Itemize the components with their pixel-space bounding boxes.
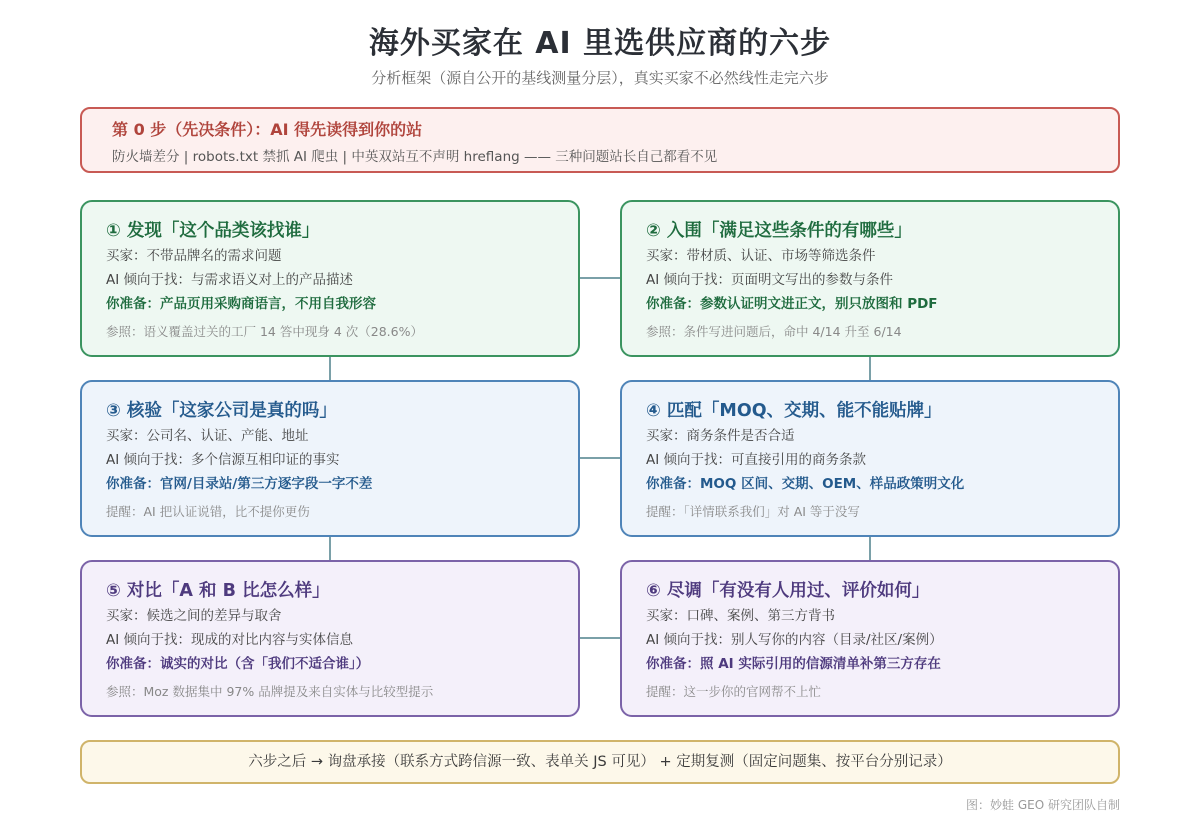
connector-3-5 bbox=[329, 536, 331, 560]
prerequisite-desc: 防火墙差分 | robots.txt 禁抓 AI 爬虫 | 中英双站互不声明 hreflang —— 三种问题站长自己都看不见 bbox=[112, 149, 718, 165]
step-prep: 你准备：参数认证明文进正文，别只放图和 PDF bbox=[646, 296, 938, 312]
step-ai: AI 倾向于找：与需求语义对上的产品描述 bbox=[106, 272, 354, 288]
step-card-3 bbox=[80, 380, 580, 537]
step-buyer: 买家：公司名、认证、产能、地址 bbox=[106, 428, 309, 444]
follow-up-box: 六步之后 → 询盘承接（联系方式跨信源一致、表单关 JS 可见） + 定期复测（固定问题集、按平台分别记录） bbox=[80, 740, 1120, 784]
step-card-1 bbox=[80, 200, 580, 357]
step-note: 提醒：AI 把认证说错，比不提你更伤 bbox=[106, 504, 310, 519]
step-prep: 你准备：官网/目录站/第三方逐字段一字不差 bbox=[106, 476, 373, 492]
prerequisite-box bbox=[80, 107, 1120, 173]
step-ai: AI 倾向于找：现成的对比内容与实体信息 bbox=[106, 632, 354, 648]
step-title: ⑥ 尽调「有没有人用过、评价如何」 bbox=[646, 581, 930, 601]
step-title: ③ 核验「这家公司是真的吗」 bbox=[106, 401, 337, 421]
step-title: ② 入围「满足这些条件的有哪些」 bbox=[646, 221, 912, 241]
step-ai: AI 倾向于找：多个信源互相印证的事实 bbox=[106, 452, 340, 468]
step-buyer: 买家：带材质、认证、市场等筛选条件 bbox=[646, 248, 876, 264]
step-card-5 bbox=[80, 560, 580, 717]
connector-3-4 bbox=[580, 457, 620, 459]
step-card-2 bbox=[620, 200, 1120, 357]
page-subtitle: 分析框架（源自公开的基线测量分层），真实买家不必然线性走完六步 bbox=[371, 69, 829, 87]
step-card-4 bbox=[620, 380, 1120, 537]
step-ai: AI 倾向于找：可直接引用的商务条款 bbox=[646, 452, 867, 468]
connector-2-4 bbox=[869, 356, 871, 380]
connector-1-3 bbox=[329, 356, 331, 380]
step-title: ⑤ 对比「A 和 B 比怎么样」 bbox=[106, 581, 330, 601]
step-note: 参照：语义覆盖过关的工厂 14 答中现身 4 次（28.6%） bbox=[106, 324, 423, 339]
step-buyer: 买家：不带品牌名的需求问题 bbox=[106, 248, 282, 264]
step-prep: 你准备：产品页用采购商语言，不用自我形容 bbox=[106, 296, 376, 312]
step-note: 提醒：这一步你的官网帮不上忙 bbox=[646, 684, 822, 699]
step-buyer: 买家：口碑、案例、第三方背书 bbox=[646, 608, 835, 624]
prerequisite-title: 第 0 步（先决条件）：AI 得先读得到你的站 bbox=[112, 120, 423, 139]
figure-credit: 图：妙蛙 GEO 研究团队自制 bbox=[966, 798, 1120, 812]
step-buyer: 买家：商务条件是否合适 bbox=[646, 428, 795, 444]
step-title: ① 发现「这个品类该找谁」 bbox=[106, 221, 320, 241]
step-prep: 你准备：照 AI 实际引用的信源清单补第三方存在 bbox=[646, 656, 941, 672]
step-note: 提醒：「详情联系我们」对 AI 等于没写 bbox=[646, 504, 860, 519]
step-note: 参照：条件写进问题后，命中 4/14 升至 6/14 bbox=[646, 324, 902, 339]
step-prep: 你准备：MOQ 区间、交期、OEM、样品政策明文化 bbox=[646, 476, 965, 492]
step-card-6 bbox=[620, 560, 1120, 717]
step-buyer: 买家：候选之间的差异与取舍 bbox=[106, 608, 282, 624]
connector-4-6 bbox=[869, 536, 871, 560]
page-title: 海外买家在 AI 里选供应商的六步 bbox=[368, 26, 832, 61]
step-ai: AI 倾向于找：别人写你的内容（目录/社区/案例） bbox=[646, 632, 943, 648]
step-note: 参照：Moz 数据集中 97% 品牌提及来自实体与比较型提示 bbox=[106, 684, 434, 699]
step-title: ④ 匹配「MOQ、交期、能不能贴牌」 bbox=[646, 401, 942, 421]
step-ai: AI 倾向于找：页面明文写出的参数与条件 bbox=[646, 272, 894, 288]
connector-5-6 bbox=[580, 637, 620, 639]
connector-1-2 bbox=[580, 277, 620, 279]
step-prep: 你准备：诚实的对比（含「我们不适合谁」） bbox=[106, 656, 370, 672]
